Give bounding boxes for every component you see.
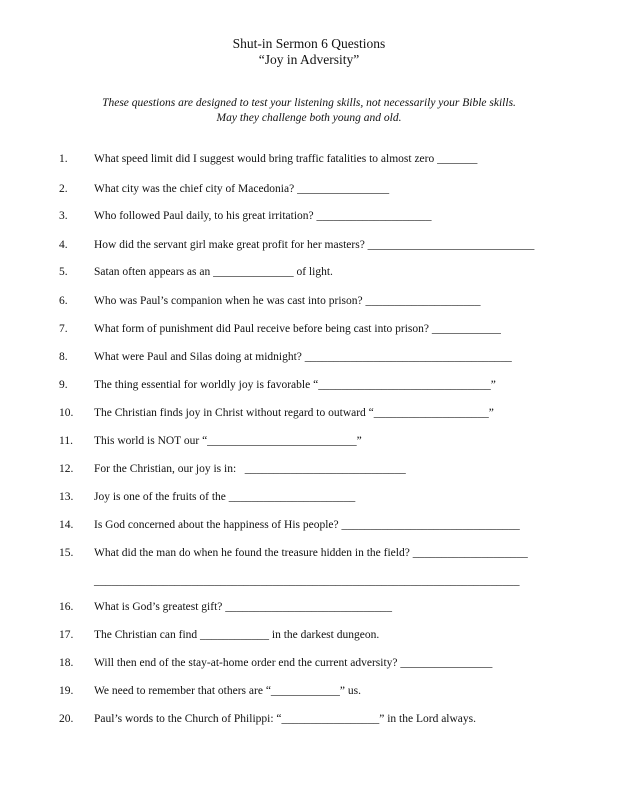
question-text: Satan often appears as an ______________ of light. [94,266,333,278]
question-text: Is God concerned about the happiness of His people? _______________________________ [94,519,520,531]
question-number: 8. [59,351,68,363]
question-number: 4. [59,239,68,251]
question-text: How did the servant girl make great profit for her masters? _____________________________ [94,239,535,251]
question-number: 14. [59,519,74,531]
question-number: 1. [59,153,68,165]
question-text: Who followed Paul daily, to his great irritation? ____________________ [94,210,432,222]
question-text: This world is NOT our “__________________________” [94,435,362,447]
question-text: What did the man do when he found the treasure hidden in the field? ____________________ [94,547,528,559]
question-text: Will then end of the stay-at-home order end the current adversity? ________________ [94,657,493,669]
question-text: Paul’s words to the Church of Philippi: “_________________” in the Lord always. [94,713,477,725]
question-text: For the Christian, our joy is in: ____________________________ [94,463,406,475]
question-text: What city was the chief city of Macedonia? ________________ [94,183,390,195]
intro-line-2: May they challenge both young and old. [216,112,402,124]
question-number: 5. [59,266,68,278]
question-number: 19. [59,685,74,697]
question-number: 15. [59,547,74,559]
question-number: 2. [59,183,68,195]
page-title: Shut-in Sermon 6 Questions [232,36,386,51]
question-number: 17. [59,629,74,641]
question-number: 20. [59,713,74,725]
question-number: 11. [59,435,73,447]
question-text: What form of punishment did Paul receive before being cast into prison? ____________ [94,323,501,335]
question-number: 12. [59,463,74,475]
question-number: 10. [59,407,74,419]
page-subtitle: “Joy in Adversity” [258,52,360,67]
question-text: What is God’s greatest gift? _____________________________ [94,601,393,613]
question-text: What speed limit did I suggest would bring traffic fatalities to almost zero _______ [94,153,478,165]
question-number: 18. [59,657,74,669]
question-text: The Christian can find ____________ in the darkest dungeon. [94,629,380,641]
question-text: The Christian finds joy in Christ without regard to outward “____________________” [94,407,494,419]
question-text: Who was Paul’s companion when he was cast into prison? ____________________ [94,295,481,307]
question-text: What were Paul and Silas doing at midnight? ____________________________________ [94,351,512,363]
question-number: 7. [59,323,68,335]
question-number: 9. [59,379,68,391]
question-number: 16. [59,601,74,613]
intro-line-1: These questions are designed to test your listening skills, not necessarily your Bible skills. [102,97,516,109]
question-text: We need to remember that others are “____________” us. [94,685,361,697]
answer-blank-line: __________________________________________________________________________ [94,575,520,587]
question-text: Joy is one of the fruits of the ______________________ [94,491,356,503]
question-number: 6. [59,295,68,307]
question-text: The thing essential for worldly joy is favorable “______________________________” [94,379,496,391]
question-number: 3. [59,210,68,222]
question-number: 13. [59,491,74,503]
